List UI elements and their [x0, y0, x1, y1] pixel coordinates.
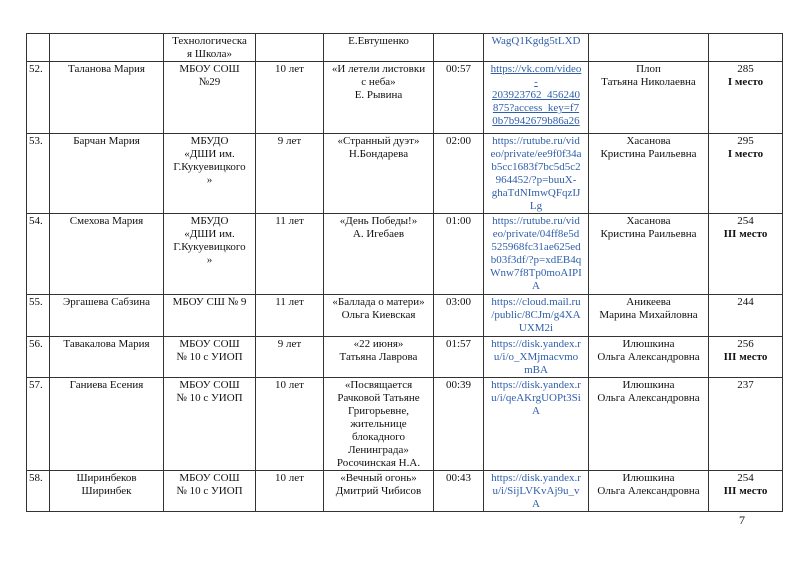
link-cell — [484, 378, 589, 471]
school-name: МБОУ СОШ №29 — [164, 62, 256, 134]
link-cell — [484, 214, 589, 295]
row-number: 57. — [27, 378, 50, 471]
place: I место — [727, 76, 764, 88]
row-number: 54. — [27, 214, 50, 295]
teacher-name: Илюшкина Ольга Александровна — [589, 378, 709, 471]
score: 295 — [737, 135, 754, 147]
score-cell — [709, 378, 783, 471]
place: III место — [723, 485, 768, 497]
table-row — [27, 295, 783, 337]
duration: 01:57 — [434, 337, 484, 378]
participant-age: 10 лет — [256, 62, 324, 134]
score: 256 — [737, 338, 754, 350]
table-row — [27, 34, 783, 62]
work-title-author: Е.Евтушенко — [324, 34, 434, 62]
participant-name: Таланова Мария — [50, 62, 164, 134]
table-row — [27, 134, 783, 214]
link-cell — [484, 34, 589, 62]
place: III место — [723, 228, 768, 240]
participant-name: Ганиева Есения — [50, 378, 164, 471]
score: 254 — [737, 215, 754, 227]
row-number: 56. — [27, 337, 50, 378]
place: III место — [723, 351, 768, 363]
participant-age: 11 лет — [256, 214, 324, 295]
link-cell — [484, 134, 589, 214]
link-cell — [484, 471, 589, 512]
video-link[interactable]: https://rutube.ru/vid eo/private/04ff8e5d 525968fc31ae625ed b03f3df/?p=xdEB4q Wnw7f8Tp0moAIPI A — [490, 215, 582, 292]
table-row — [27, 62, 783, 134]
work-title-author: «Странный дуэт» Н.Бондарева — [324, 134, 434, 214]
table-row — [27, 337, 783, 378]
score-cell — [709, 337, 783, 378]
duration: 03:00 — [434, 295, 484, 337]
school-name: МБУДО «ДШИ им. Г.Кукуевицкого » — [164, 214, 256, 295]
link-cell — [484, 295, 589, 337]
participant-age: 10 лет — [256, 471, 324, 512]
work-title-author: «День Победы!» А. Игебаев — [324, 214, 434, 295]
score-cell — [709, 214, 783, 295]
teacher-name: Хасанова Кристина Раильевна — [589, 134, 709, 214]
video-link[interactable]: WagQ1Kgdg5tLXD — [491, 35, 581, 47]
row-number: 55. — [27, 295, 50, 337]
school-name: МБОУ СОШ № 10 с УИОП — [164, 337, 256, 378]
row-number: 53. — [27, 134, 50, 214]
work-title-author: «Вечный огонь» Дмитрий Чибисов — [324, 471, 434, 512]
score-cell — [709, 134, 783, 214]
participant-name: Эргашева Сабзина — [50, 295, 164, 337]
teacher-name: Илюшкина Ольга Александровна — [589, 471, 709, 512]
table-row — [27, 378, 783, 471]
duration: 01:00 — [434, 214, 484, 295]
row-number: 58. — [27, 471, 50, 512]
duration: 00:39 — [434, 378, 484, 471]
video-link[interactable]: https://cloud.mail.ru /public/8CJm/g4XA UXM2i — [491, 296, 581, 334]
participant-name: Барчан Мария — [50, 134, 164, 214]
score-cell — [709, 62, 783, 134]
duration — [434, 34, 484, 62]
video-link[interactable]: https://disk.yandex.r u/i/qeAKrgUOPt3Si A — [491, 379, 581, 417]
video-link[interactable]: https://vk.com/video - 203923762_456240 875?access_key=f7 0b7b942679b86a26 — [490, 63, 582, 127]
video-link[interactable]: https://disk.yandex.r u/i/SijLVKvAj9u_v A — [491, 472, 581, 510]
participant-name: Ширинбеков Ширинбек — [50, 471, 164, 512]
work-title-author: «Баллада о матери» Ольга Киевская — [324, 295, 434, 337]
score: 285 — [737, 63, 754, 75]
table-row — [27, 214, 783, 295]
participant-age: 9 лет — [256, 337, 324, 378]
score: 254 — [737, 472, 754, 484]
row-number — [27, 34, 50, 62]
score: 237 — [737, 379, 754, 391]
participant-age — [256, 34, 324, 62]
score-cell — [709, 34, 783, 62]
school-name: Технологическа я Школа» — [164, 34, 256, 62]
duration: 00:43 — [434, 471, 484, 512]
video-link[interactable]: https://rutube.ru/vid eo/private/ee9f0f34a b5cc1683f7bc5d5c2 964452/?p=buuX- ghaTdNImwQFqzIJ Lg — [490, 135, 582, 212]
teacher-name: Хасанова Кристина Раильевна — [589, 214, 709, 295]
teacher-name: Плоп Татьяна Николаевна — [589, 62, 709, 134]
score-cell — [709, 471, 783, 512]
video-link[interactable]: https://disk.yandex.r u/i/o_XMjmacvmo mBA — [491, 338, 581, 376]
teacher-name — [589, 34, 709, 62]
participant-age: 9 лет — [256, 134, 324, 214]
duration: 00:57 — [434, 62, 484, 134]
school-name: МБОУ СОШ № 10 с УИОП — [164, 471, 256, 512]
table-row — [27, 471, 783, 512]
link-cell — [484, 337, 589, 378]
participant-name: Смехова Мария — [50, 214, 164, 295]
row-number: 52. — [27, 62, 50, 134]
page-number: 7 — [739, 513, 745, 527]
participant-name: Тавакалова Мария — [50, 337, 164, 378]
link-cell — [484, 62, 589, 134]
results-table — [26, 33, 783, 512]
score-cell — [709, 295, 783, 337]
school-name: МБУДО «ДШИ им. Г.Кукуевицкого » — [164, 134, 256, 214]
participant-age: 10 лет — [256, 378, 324, 471]
school-name: МБОУ СОШ № 10 с УИОП — [164, 378, 256, 471]
work-title-author: «22 июня» Татьяна Лаврова — [324, 337, 434, 378]
work-title-author: «Посвящается Рачковой Татьяне Григорьевне, жительнице блокадного Ленинграда» Росочинская Н.А. — [324, 378, 434, 471]
participant-age: 11 лет — [256, 295, 324, 337]
place: I место — [727, 148, 764, 160]
score: 244 — [737, 296, 754, 308]
duration: 02:00 — [434, 134, 484, 214]
teacher-name: Илюшкина Ольга Александровна — [589, 337, 709, 378]
teacher-name: Аникеева Марина Михайловна — [589, 295, 709, 337]
work-title-author: «И летели листовки с неба» Е. Рывина — [324, 62, 434, 134]
participant-name — [50, 34, 164, 62]
school-name: МБОУ СШ № 9 — [164, 295, 256, 337]
